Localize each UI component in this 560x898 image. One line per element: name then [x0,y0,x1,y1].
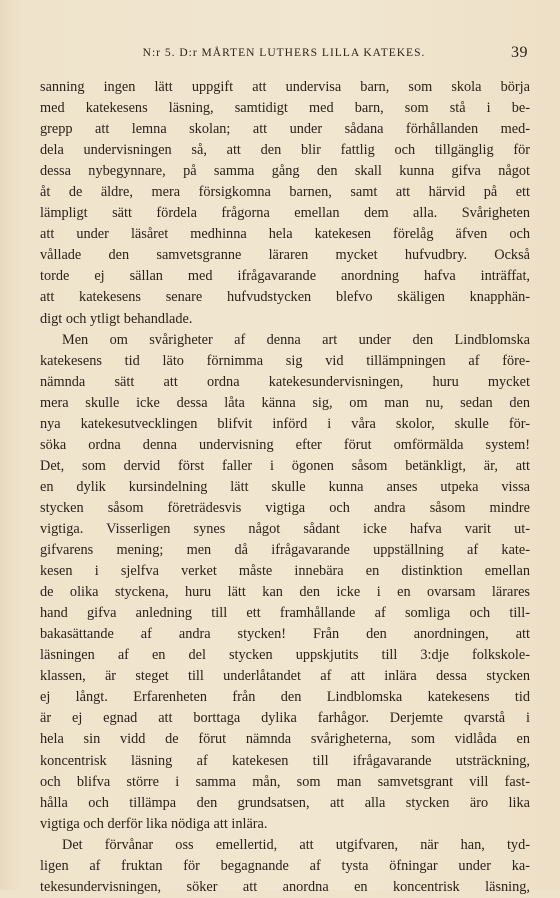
text-line: de olika styckena, huru lätt kan den icke i en ovarsam lärares [40,584,530,601]
text-line: dessa nybegynnare, på samma gång den skall kunna gifva något [40,163,530,180]
text-line: dela undervisningen så, att den blir fattlig och tillgänglig för [40,142,530,159]
text-line: grepp att lemna skolan; att under sådana förhållanden med- [40,121,530,138]
text-line: digt och ytligt behandlade. [40,310,193,327]
text-line: mera skulle icke dessa låta känna sig, om man nu, sedan den [40,394,530,411]
text-line: hålla och tillämpa den grundsatsen, att alla stycken äro lika [40,794,530,811]
text-line: Det, som dervid först faller i ögonen såsom betänkligt, är, att [40,457,530,474]
text-line: torde ej sällan med ifrågavarande anordning hafva inträffat, [40,268,530,285]
page-header [40,44,528,64]
text-line: nya katekesutvecklingen blifvit införd i våra skolor, skulle för- [40,415,530,432]
text-line: en dylik kursindelning lätt skulle kunna anses utpeka vissa [40,478,530,495]
text-line: vållade den samvetsgranne läraren mycket hufvudbry. Också [40,247,530,264]
page-number: 39 [511,44,528,61]
text-line: klassen, är steget till underlåtandet af att inlära dessa stycken [40,668,530,685]
text-line: koncentrisk läsning af katekesen till ifrågavarande utsträckning, [40,752,530,769]
text-line: hand gifva anledning till ett framhållande af somliga och till- [40,605,530,622]
text-line: och blifva större i samma mån, som man samvetsgrant vill fast- [40,773,530,790]
body-text [40,77,530,898]
text-line: ligen af fruktan för begagnande af tysta öfningar under ka- [40,857,530,874]
text-line: tekesundervisningen, söker att anordna en koncentrisk läsning, [40,878,530,895]
text-line: nämnda sätt att ordna katekesundervisningen, huru mycket [40,373,530,390]
running-head: N:r 5. D:r MÅRTEN LUTHERS LILLA KATEKES. [142,47,426,59]
text-line: kesen i sjelfva verket måste innebära en distinktion emellan [40,563,530,580]
text-line: att under läsåret medhinna hela katekesen förelåg äfven och [40,226,530,243]
text-line: stycken såsom företrädesvis vigtiga och andra såsom mindre [40,499,530,516]
text-line: hela sin vidd de förut nämnda svårigheterna, som vidlåda en [40,731,530,748]
text-line: söka ordna denna undervisning efter förut omförmälda system! [40,436,530,453]
text-line: vigtiga och derför lika nödiga att inlära. [40,815,268,832]
text-line: vigtiga. Visserligen synes något sådant icke hafva varit ut- [40,520,530,537]
text-line: är ej egnad att borttaga dylika farhågor. Derjemte qvarstå i [40,710,530,727]
text-line: med katekesens läsning, samtidigt med barn, som stå i be- [40,100,530,117]
text-line: gifvarens mening; men då ifrågavarande uppställning af kate- [40,542,530,559]
text-line: åt de äldre, mera försigkomna barnen, samt att härvid på ett [40,184,530,201]
text-line: sanning ingen lätt uppgift att undervisa barn, som skola börja [40,79,530,95]
text-line: bakasättande af andra stycken! Från den anordningen, att [40,626,530,643]
text-line: ej långt. Erfarenheten från den Lindblomska katekesens tid [40,689,530,706]
text-line: katekesens tid läto förnimma sig vid tillämpningen af före- [40,352,530,369]
text-line: att katekesens senare hufvudstycken blefvo skäligen knapphän- [40,289,530,306]
text-line: Men om svårigheter af denna art under den Lindblomska [62,331,530,348]
text-line: läsningen af en del stycken uppskjutits till 3:dje folkskole- [40,647,530,664]
text-line: Det förvånar oss emellertid, att utgifvaren, när han, tyd- [62,836,530,853]
text-line: lämpligt sätt fördela frågorna emellan dem alla. Svårigheten [40,205,530,222]
